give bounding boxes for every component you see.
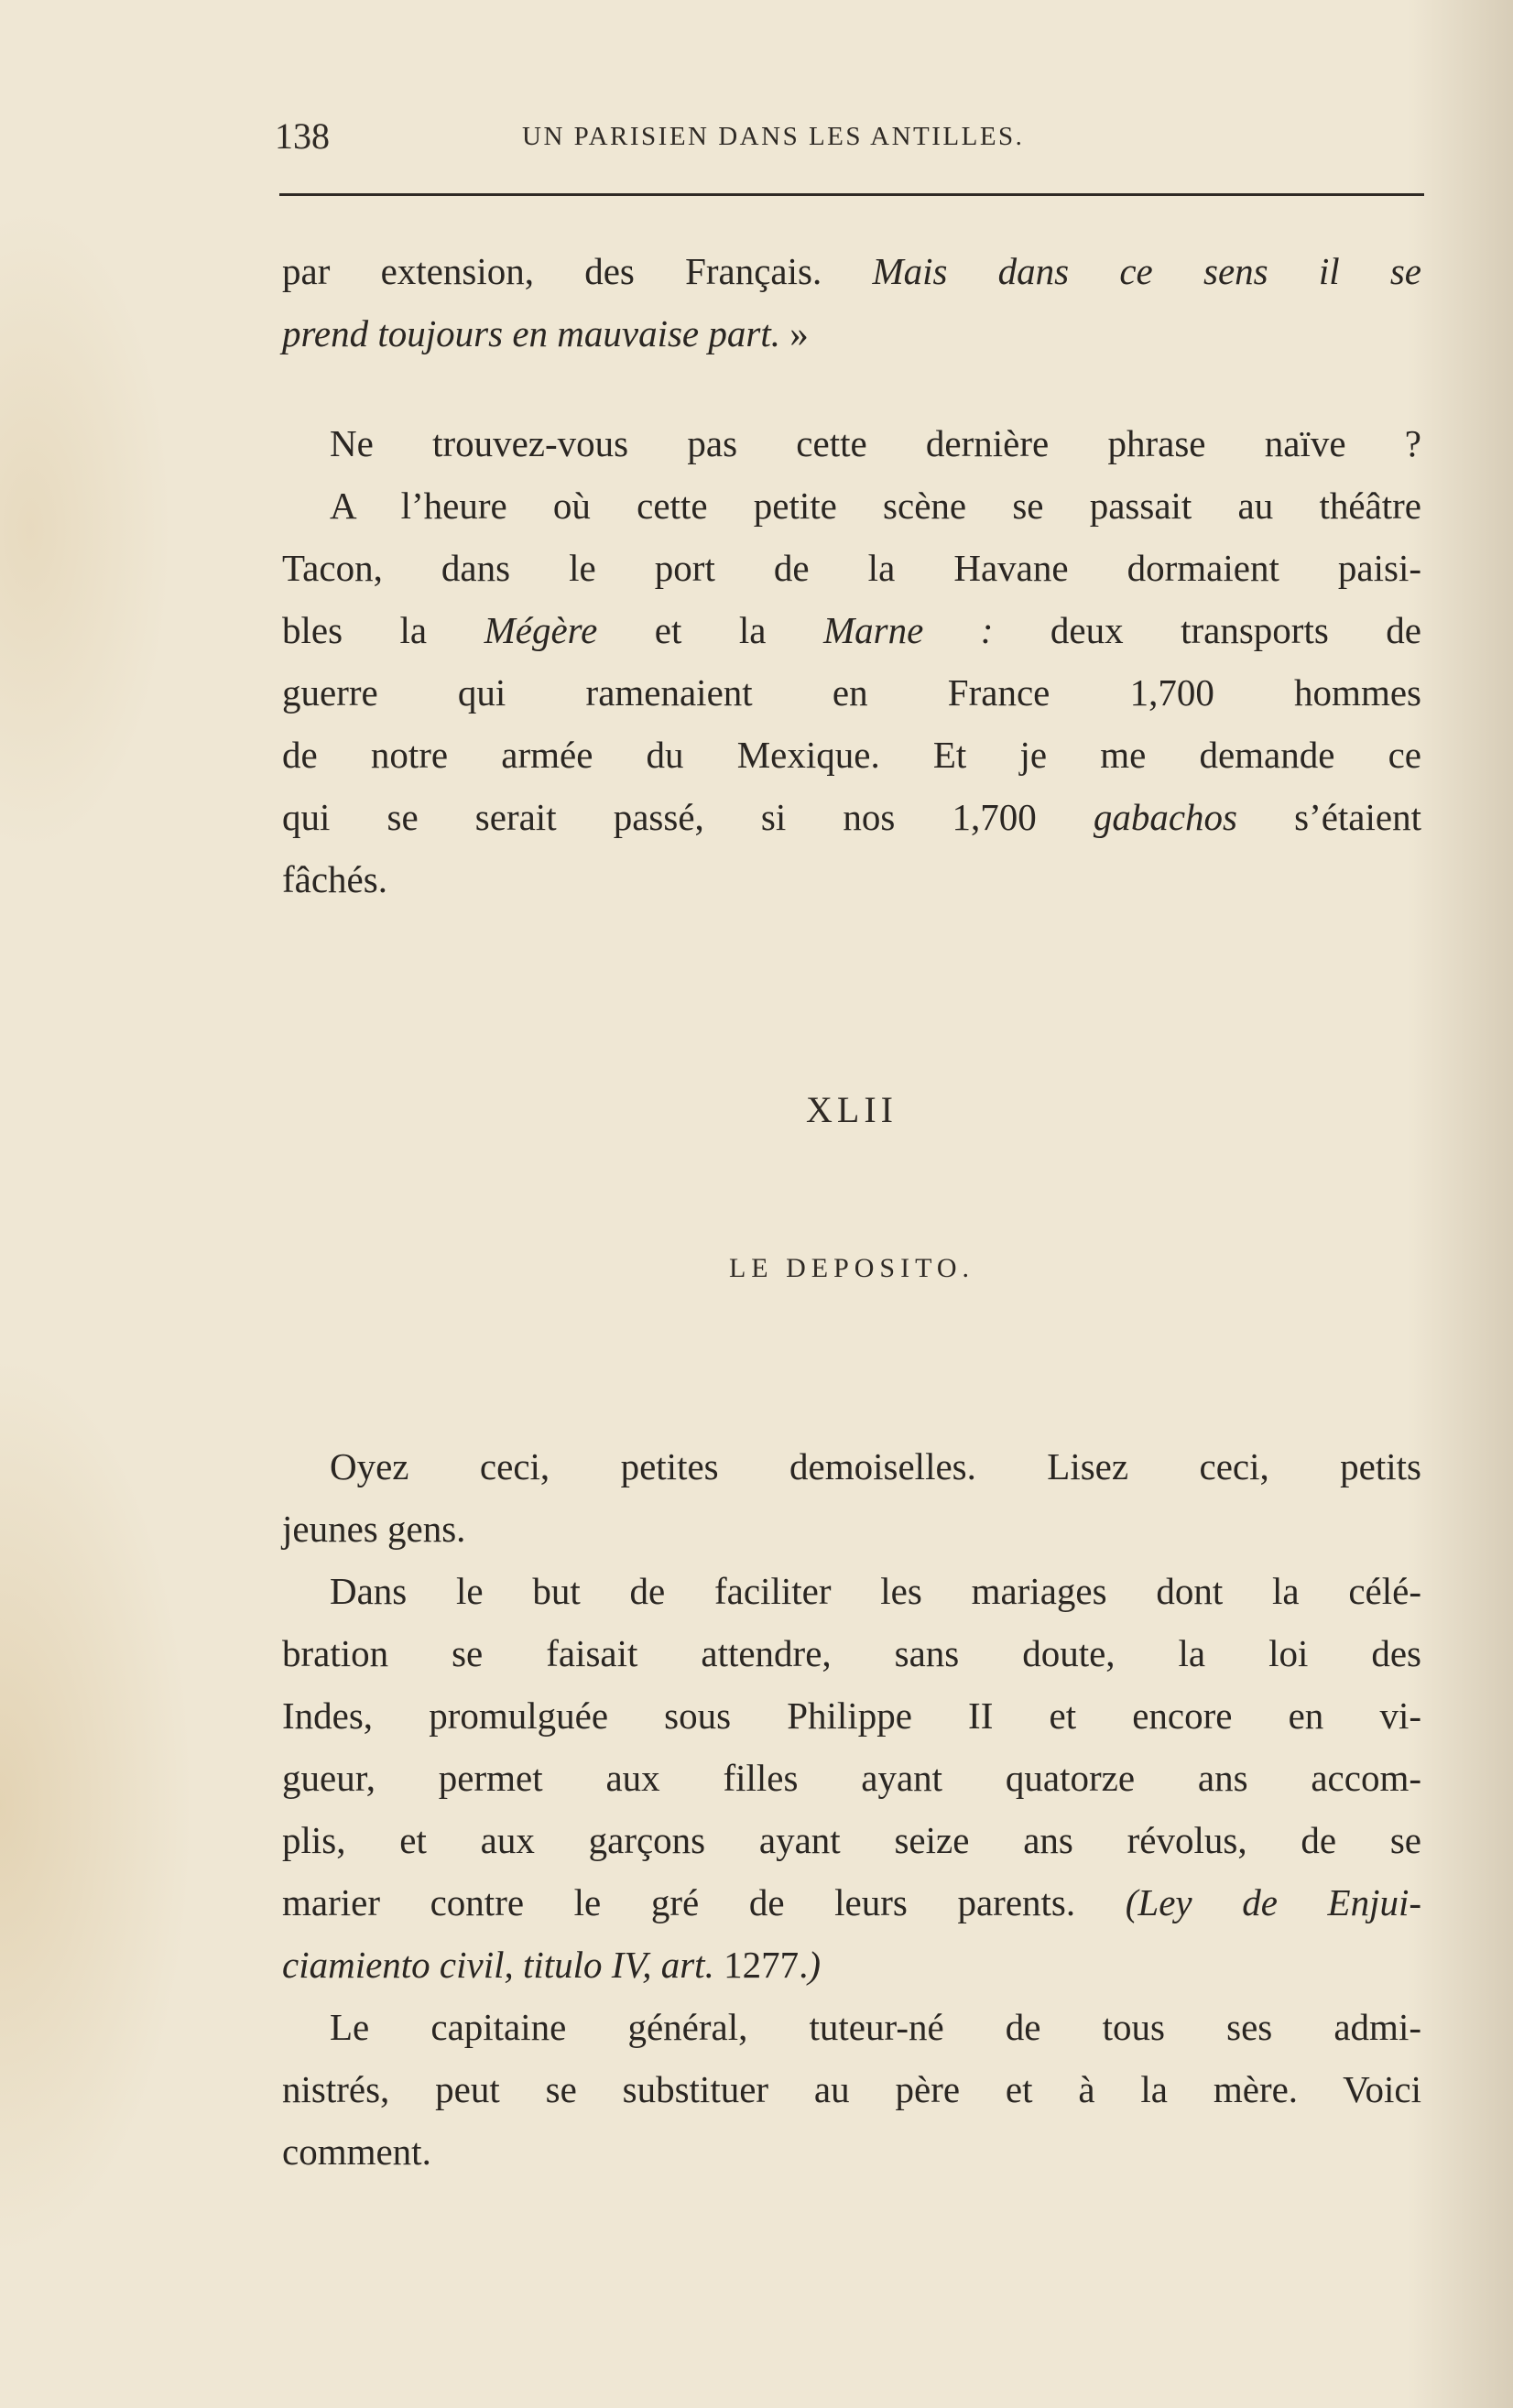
text-segment: jeunes gens. (282, 1508, 466, 1550)
text-block-top (282, 240, 1421, 910)
text-segment: 1277. (713, 1944, 809, 1986)
text-segment: et la (597, 609, 823, 651)
chapter-number: XLII (806, 1089, 898, 1130)
text-line (282, 1809, 1421, 1871)
text-line (282, 786, 1421, 848)
chapter-title: LE DEPOSITO. (728, 1253, 975, 1283)
text-segment: qui se serait passé, si nos 1,700 (282, 796, 1094, 838)
text-segment: bles la (282, 609, 484, 651)
text-line (282, 1996, 1421, 2058)
text-segment: Ne trouvez-vous pas cette dernière phrase naïve ? (330, 422, 1421, 464)
italic-text: Mais dans ce sens il se (872, 250, 1421, 292)
text-segment: A l’heure où cette petite scène se passait au théâtre (330, 485, 1421, 527)
page-number: 138 (275, 115, 330, 157)
text-line (282, 474, 1421, 537)
text-block-bottom (282, 1435, 1421, 2183)
paragraph-gap (282, 365, 1421, 412)
text-segment: de notre armée du Mexique. Et je me demande ce (282, 734, 1421, 776)
text-segment: Le capitaine général, tuteur-né de tous ses admi- (330, 2006, 1421, 2048)
text-segment: bration se faisait attendre, sans doute, la loi des (282, 1632, 1421, 1674)
text-line (282, 2120, 1421, 2183)
text-segment: Tacon, dans le port de la Havane dormaient paisi- (282, 547, 1421, 589)
text-line (282, 1684, 1421, 1747)
text-line (282, 1435, 1421, 1498)
italic-text: (Ley de Enjui- (1125, 1881, 1421, 1923)
text-segment: deux transports de (993, 609, 1421, 651)
text-line (282, 2058, 1421, 2120)
text-segment: marier contre le gré de leurs parents. (282, 1881, 1126, 1923)
italic-text: gabachos (1093, 796, 1237, 838)
text-line (282, 1747, 1421, 1809)
running-title: UN PARISIEN DANS LES ANTILLES. (522, 122, 1025, 151)
text-segment: Oyez ceci, petites demoiselles. Lisez ceci, petits (330, 1445, 1421, 1487)
text-segment: s’étaient (1236, 796, 1421, 838)
text-segment: » (779, 312, 809, 354)
text-segment: gueur, permet aux filles ayant quatorze ans accom- (282, 1757, 1421, 1799)
text-segment: Dans le but de faciliter les mariages dont la célé- (330, 1570, 1421, 1612)
text-segment: par extension, des Français. (282, 250, 873, 292)
text-line (282, 661, 1421, 724)
italic-text: ) (808, 1944, 821, 1986)
text-line (282, 1871, 1421, 1934)
italic-text: ciamiento civil, titulo IV, art. (282, 1944, 714, 1986)
header-rule (279, 193, 1424, 196)
text-line (282, 302, 1421, 365)
text-line (282, 1934, 1421, 1996)
italic-text: Marne : (822, 609, 994, 651)
text-segment: comment. (282, 2130, 431, 2173)
italic-text: Mégère (484, 609, 598, 651)
text-line (282, 412, 1421, 474)
text-line (282, 599, 1421, 661)
text-line (282, 848, 1421, 910)
text-segment: fâchés. (282, 858, 387, 900)
text-segment: Indes, promulguée sous Philippe II et encore en vi- (282, 1694, 1421, 1737)
text-line (282, 1498, 1421, 1560)
text-line (282, 240, 1421, 302)
text-line (282, 1622, 1421, 1684)
italic-text: prend toujours en mauvaise part. (282, 312, 780, 354)
page-header (275, 114, 1424, 169)
text-segment: plis, et aux garçons ayant seize ans révolus, de se (282, 1819, 1421, 1861)
text-line (282, 724, 1421, 786)
text-segment: nistrés, peut se substituer au père et à la mère. Voici (282, 2068, 1421, 2110)
text-line (282, 537, 1421, 599)
text-line (282, 1560, 1421, 1622)
text-segment: guerre qui ramenaient en France 1,700 hommes (282, 671, 1421, 714)
